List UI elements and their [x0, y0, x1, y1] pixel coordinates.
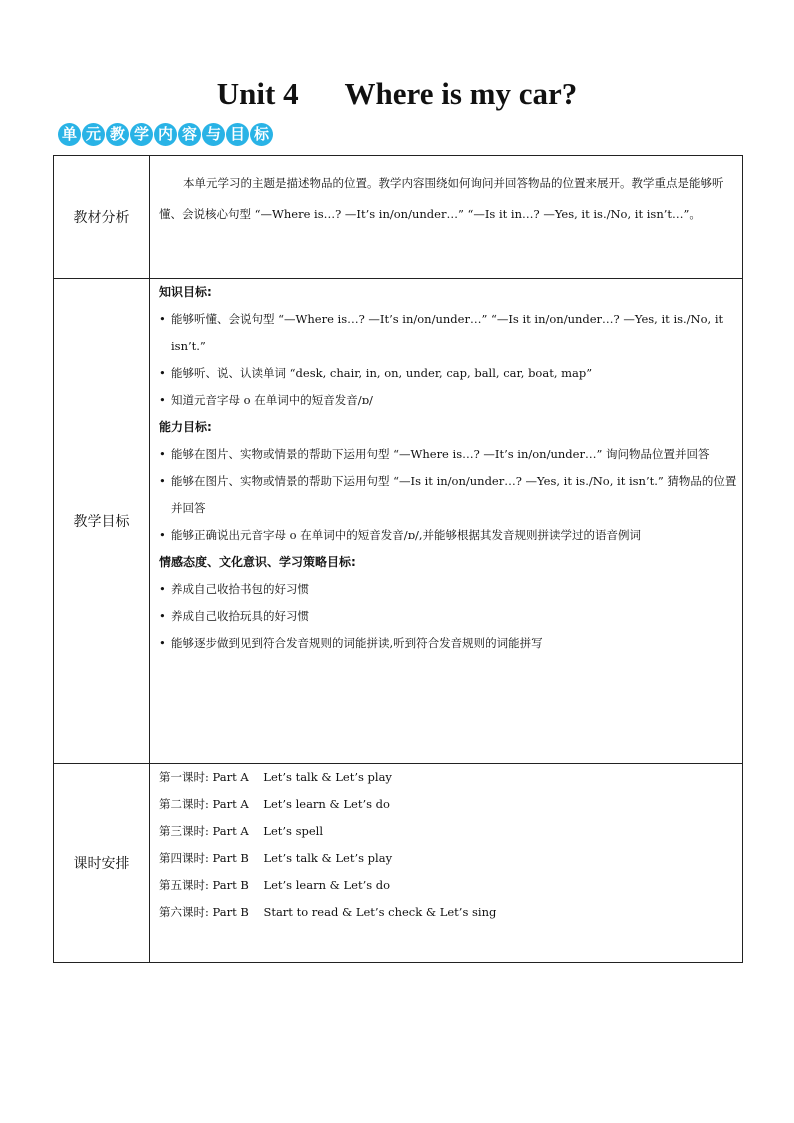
list-item — [159, 603, 738, 630]
emotion-heading: 情感态度、文化意识、学习策略目标: — [159, 555, 356, 569]
knowledge-item: 能够听懂、会说句型 “—Where is…? —It’s in/on/under…” “—Is it in/on/under…? —Yes, it is./No, it isn’t.” — [171, 312, 724, 353]
badge-char: 目 — [226, 123, 249, 146]
bullet-icon: • — [159, 609, 166, 623]
analysis-label: 教材分析 — [54, 156, 150, 279]
list-item — [159, 441, 738, 468]
knowledge-item: 知道元音字母 o 在单词中的短音发音/ɒ/ — [171, 393, 373, 407]
bullet-icon: • — [159, 474, 166, 488]
ability-item: 能够正确说出元音字母 o 在单词中的短音发音/ɒ/,并能够根据其发音规则拼读学过的语音例词 — [171, 528, 641, 542]
badge-char: 学 — [130, 123, 153, 146]
list-item — [159, 468, 738, 522]
objectives-label: 教学目标 — [54, 279, 150, 764]
emotion-item: 养成自己收拾玩具的好习惯 — [171, 609, 309, 623]
bullet-icon: • — [159, 636, 166, 650]
knowledge-item: 能够听、说、认读单词 “desk, chair, in, on, under, cap, ball, car, boat, map” — [171, 366, 593, 380]
badge-char: 元 — [82, 123, 105, 146]
badge-char: 内 — [154, 123, 177, 146]
badge-char: 与 — [202, 123, 225, 146]
ability-item: 能够在图片、实物或情景的帮助下运用句型 “—Is it in/on/under…? —Yes, it is./No, it isn’t.” 猜物品的位置并回答 — [171, 474, 737, 515]
bullet-icon: • — [159, 582, 166, 596]
emotion-item: 养成自己收拾书包的好习惯 — [171, 582, 309, 596]
ability-item: 能够在图片、实物或情景的帮助下运用句型 “—Where is…? —It’s in/on/under…” 询问物品位置并回答 — [171, 447, 710, 461]
bullet-icon: • — [159, 312, 166, 326]
bullet-icon: • — [159, 447, 166, 461]
list-item — [159, 360, 738, 387]
badge-char: 教 — [106, 123, 129, 146]
schedule-item: 第五课时: Part B Let’s learn & Let’s do — [159, 878, 391, 892]
knowledge-heading: 知识目标: — [159, 285, 212, 299]
table-row-objectives — [54, 279, 743, 764]
emotion-item: 能够逐步做到见到符合发音规则的词能拼读,听到符合发音规则的词能拼写 — [171, 636, 543, 650]
schedule-label: 课时安排 — [54, 764, 150, 963]
table-row-analysis — [54, 156, 743, 279]
badge-char: 容 — [178, 123, 201, 146]
list-item — [159, 387, 738, 414]
schedule-item: 第二课时: Part A Let’s learn & Let’s do — [159, 797, 390, 811]
badge-char: 单 — [58, 123, 81, 146]
list-item — [159, 522, 738, 549]
unit-plan-table — [53, 155, 743, 963]
list-item — [159, 576, 738, 603]
table-row-schedule — [54, 764, 743, 963]
bullet-icon: • — [159, 393, 166, 407]
objectives-cell — [150, 279, 743, 764]
schedule-cell — [150, 764, 743, 963]
badge-char: 标 — [250, 123, 273, 146]
schedule-item: 第三课时: Part A Let’s spell — [159, 824, 324, 838]
bullet-icon: • — [159, 528, 166, 542]
section-badge — [58, 123, 273, 146]
list-item — [159, 306, 738, 360]
ability-heading: 能力目标: — [159, 420, 212, 434]
schedule-item: 第一课时: Part A Let’s talk & Let’s play — [159, 770, 392, 784]
analysis-text: 本单元学习的主题是描述物品的位置。教学内容围绕如何询问并回答物品的位置来展开。教学重点是能够听懂、会说核心句型 “—Where is…? —It’s in/on/under…” “—Is it in…? —Yes, it is./No, it isn’t…”。 — [159, 176, 724, 221]
list-item — [159, 630, 738, 657]
page-title: Unit 4 Where is my car? — [216, 76, 578, 111]
analysis-cell — [150, 156, 743, 279]
schedule-item: 第六课时: Part B Start to read & Let’s check & Let’s sing — [159, 905, 497, 919]
bullet-icon: • — [159, 366, 166, 380]
schedule-item: 第四课时: Part B Let’s talk & Let’s play — [159, 851, 393, 865]
